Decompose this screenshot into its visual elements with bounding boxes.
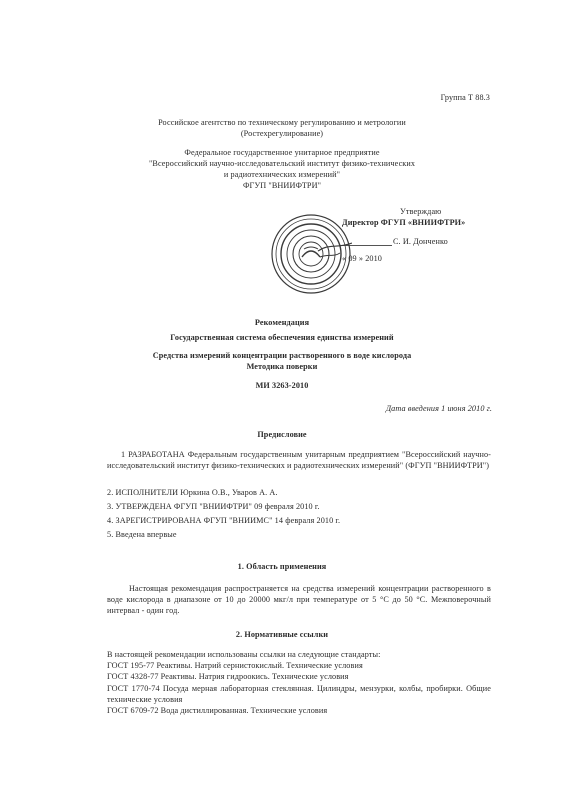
round-stamp-icon xyxy=(270,213,352,295)
approve-date: « 09 » 2010 xyxy=(342,254,382,263)
reference-item: ГОСТ 4328-77 Реактивы. Натрия гидроокись. Технические условия xyxy=(107,672,349,681)
approve-signatory: С. И. Донченко xyxy=(393,237,448,246)
doc-code: МИ 3263-2010 xyxy=(255,381,309,390)
approve-org: Директор ФГУП «ВНИИФТРИ» xyxy=(342,218,466,227)
preface-item-1: 1 РАЗРАБОТАНА Федеральным государственным унитарным предприятием "Всероссийский научно-исследовательский институт физико-технических и радиотехнических измерений" (ФГУП "ВНИИФТРИ") xyxy=(107,450,491,470)
preface-title: Предисловие xyxy=(257,430,307,439)
enterprise-line-1: Федеральное государственное унитарное предприятие xyxy=(184,148,380,157)
org-line-2: (Ростехрегулирование) xyxy=(240,129,324,138)
group-label: Группа Т 88.3 xyxy=(440,93,490,102)
intro-date: Дата введения 1 июня 2010 г. xyxy=(385,404,492,413)
preface-item-3: 3. УТВЕРЖДЕНА ФГУП "ВНИИФТРИ" 09 февраля 2010 г. xyxy=(107,502,320,511)
approve-title: Утверждаю xyxy=(400,207,442,216)
org-line-1: Российское агентство по техническому регулированию и метрологии xyxy=(158,118,406,127)
doc-method: Методика поверки xyxy=(246,362,318,371)
section-2-intro: В настоящей рекомендации использованы ссылки на следующие стандарты: xyxy=(107,650,381,659)
reference-item: ГОСТ 1770-74 Посуда мерная лабораторная стеклянная. Цилиндры, мензурки, колбы, пробирки. Общие технические условия xyxy=(107,684,491,704)
enterprise-line-3: и радиотехнических измерений" xyxy=(223,170,341,179)
doc-type: Рекомендация xyxy=(254,318,310,327)
enterprise-line-2: "Всероссийский научно-исследовательский институт физико-технических xyxy=(148,159,416,168)
preface-item-4: 4. ЗАРЕГИСТРИРОВАНА ФГУП "ВНИИМС" 14 февраля 2010 г. xyxy=(107,516,341,525)
doc-system: Государственная система обеспечения единства измерений xyxy=(170,333,394,342)
section-1-text: Настоящая рекомендация распространяется на средства измерений концентрации растворенного в воде кислорода в диапазоне от 10 до 20000 мкг/л при температуре от 5 °С до 50 °С. Межповерочный интервал - один год. xyxy=(107,584,491,615)
preface-item-5: 5. Введена впервые xyxy=(107,530,177,539)
doc-subject: Средства измерений концентрации растворенного в воде кислорода xyxy=(152,351,412,360)
section-1-title: 1. Область применения xyxy=(237,562,327,571)
reference-item: ГОСТ 6709-72 Вода дистиллированная. Технические условия xyxy=(107,706,328,715)
reference-item: ГОСТ 195-77 Реактивы. Натрий сернистокислый. Технические условия xyxy=(107,661,363,670)
enterprise-line-4: ФГУП "ВНИИФТРИ" xyxy=(242,181,322,190)
preface-item-2: 2. ИСПОЛНИТЕЛИ Юркина О.В., Уваров А. А. xyxy=(107,488,278,497)
section-2-title: 2. Нормативные ссылки xyxy=(235,630,329,639)
